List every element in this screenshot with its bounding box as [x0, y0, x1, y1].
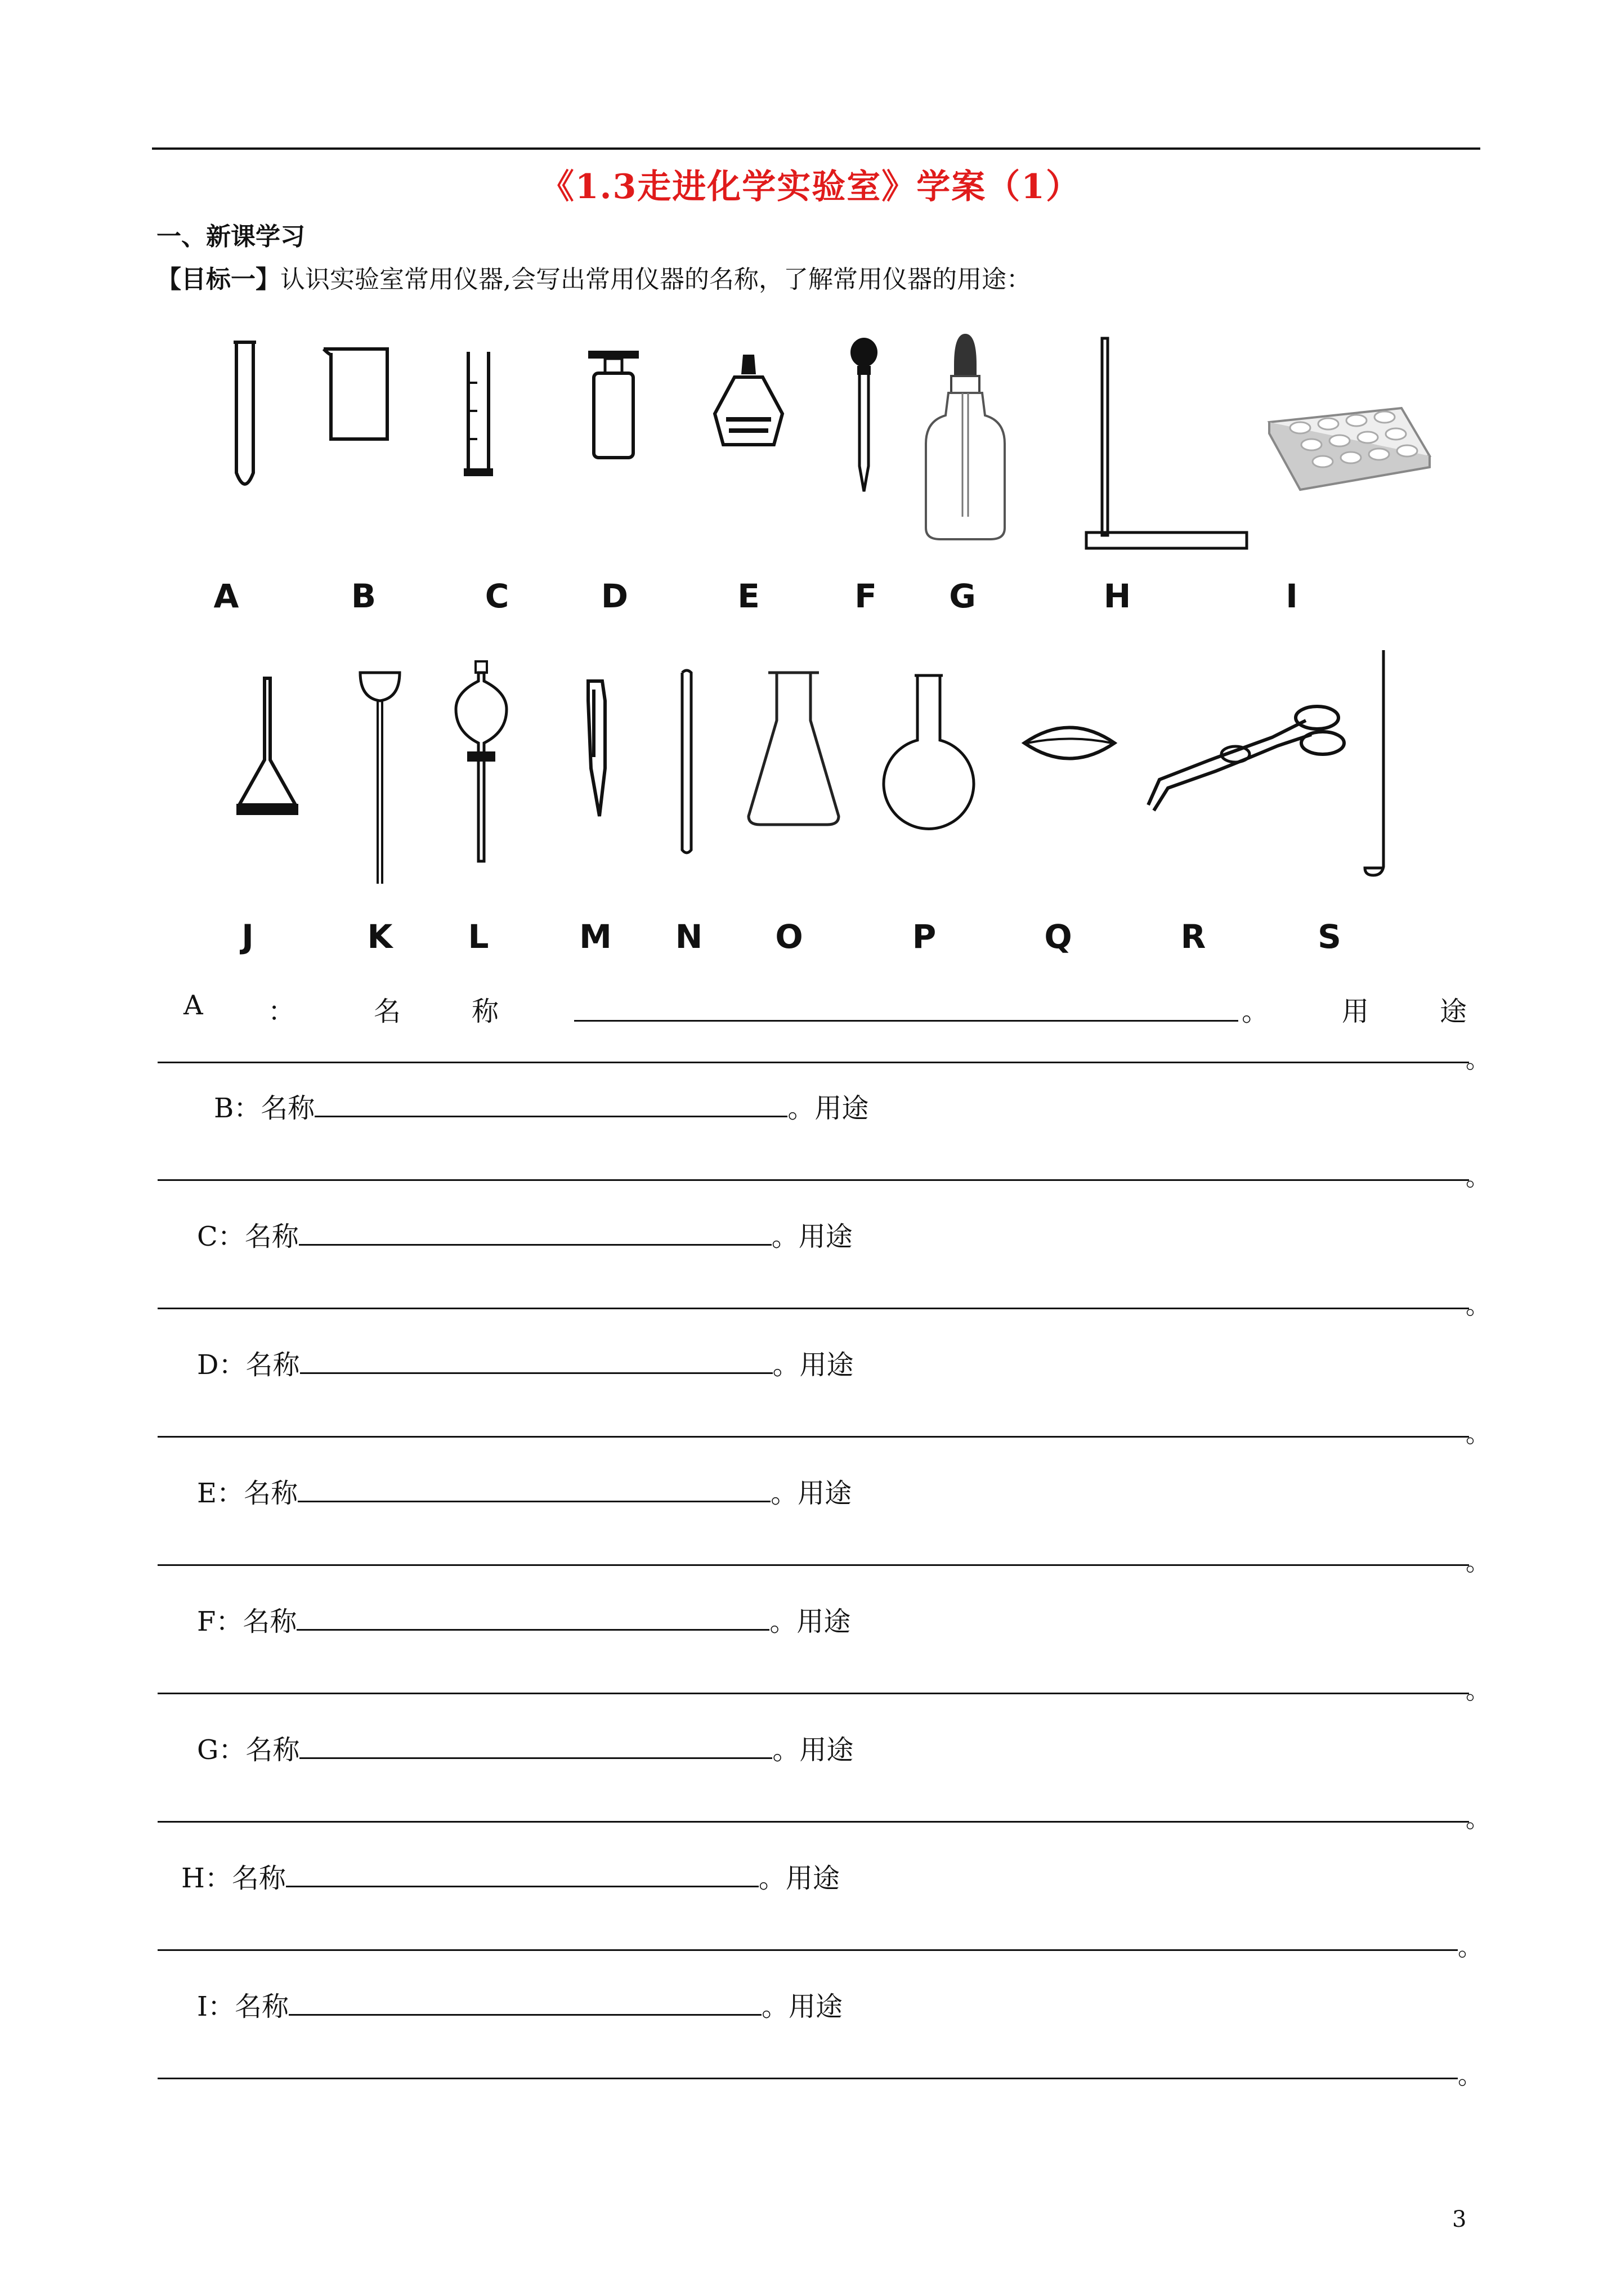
instrument-letter: R	[1180, 917, 1206, 956]
long-neck-funnel-drawing	[357, 667, 402, 887]
item-c-end-mark: 。	[1466, 1291, 1490, 1320]
instrument-letter: G	[949, 577, 976, 615]
item-name-label: 名称	[244, 1221, 299, 1252]
item-b-name-field[interactable]	[315, 1091, 787, 1117]
item-a-use-label: 用途	[1342, 996, 1538, 1027]
item-name-label: 名称	[245, 1734, 300, 1766]
item-use-label: 用途	[798, 1221, 853, 1252]
item-use-label: 用途	[796, 1606, 851, 1637]
page-title: 《1.3走进化学实验室》学案（1）	[540, 167, 1081, 207]
funnel-drawing	[234, 675, 301, 822]
item-letter: I	[197, 1991, 208, 2022]
item-h-row	[181, 1856, 840, 1895]
item-d-use-field[interactable]	[158, 1436, 1469, 1438]
item-letter: G	[197, 1734, 219, 1766]
beaker-drawing	[321, 343, 394, 445]
instrument-letter: C	[485, 577, 509, 615]
item-i-row	[197, 1985, 843, 2024]
item-e-row	[197, 1471, 852, 1510]
spot-plate-drawing	[1266, 405, 1435, 490]
item-f-row	[197, 1600, 850, 1639]
item-letter: H	[181, 1863, 205, 1894]
item-e-use-field[interactable]	[158, 1564, 1469, 1566]
item-colon: ：	[216, 1606, 243, 1637]
instrument-letter: H	[1103, 577, 1131, 615]
item-g-use-field[interactable]	[158, 1821, 1469, 1823]
item-e-end-mark: 。	[1466, 1548, 1490, 1577]
item-e-name-field[interactable]	[298, 1476, 771, 1502]
instrument-letter: J	[241, 917, 254, 956]
item-h-name-field[interactable]	[286, 1861, 759, 1887]
item-period: 。	[787, 1093, 815, 1124]
item-h-end-mark: 。	[1458, 1933, 1483, 1962]
item-a-name-field[interactable]	[574, 995, 1238, 1022]
item-colon: ：	[218, 1349, 246, 1381]
item-c-row	[197, 1215, 853, 1254]
item-name-label: 名称	[234, 1991, 289, 2022]
item-h-use-field[interactable]	[158, 1949, 1458, 1951]
item-use-label: 用途	[798, 1478, 852, 1509]
dropper-drawing	[847, 337, 881, 494]
item-a-period: 。	[1242, 996, 1269, 1027]
item-d-row	[197, 1343, 854, 1382]
item-letter: B	[214, 1093, 234, 1124]
item-g-row	[197, 1728, 853, 1767]
item-c-use-field[interactable]	[158, 1308, 1469, 1309]
item-a-end-mark: 。	[1466, 1045, 1490, 1074]
round-bottom-flask-drawing	[881, 673, 977, 825]
item-letter: D	[197, 1349, 219, 1381]
conical-flask-drawing	[746, 670, 841, 827]
graduated-cylinder-drawing	[462, 349, 495, 478]
dropper-bottle-drawing	[923, 331, 1007, 545]
glass-rod-drawing	[675, 670, 698, 856]
item-letter: F	[197, 1606, 216, 1637]
item-g-name-field[interactable]	[299, 1733, 772, 1759]
item-use-label: 用途	[785, 1863, 840, 1894]
instrument-letter: A	[213, 577, 239, 615]
item-colon: ：	[217, 1221, 245, 1252]
separatory-funnel-drawing	[453, 659, 509, 867]
item-f-end-mark: 。	[1466, 1676, 1490, 1705]
objective-text	[156, 259, 1031, 295]
instrument-letter: N	[675, 917, 703, 956]
item-b-end-mark: 。	[1466, 1163, 1490, 1192]
instrument-letter: O	[775, 917, 803, 956]
instrument-letter: I	[1286, 577, 1298, 615]
item-period: 。	[772, 1349, 800, 1381]
test-tube-clamp-drawing	[580, 678, 614, 819]
item-letter: C	[197, 1221, 218, 1252]
item-f-use-field[interactable]	[158, 1693, 1469, 1694]
objective-tag: 【目标一】	[156, 265, 280, 294]
item-use-label: 用途	[814, 1093, 869, 1124]
alcohol-lamp-drawing	[712, 352, 785, 447]
item-period: 。	[772, 1734, 800, 1766]
item-a-colon: ：	[268, 996, 295, 1027]
objective-body: 认识实验室常用仪器,会写出常用仪器的名称，了解常用仪器的用途：	[280, 265, 1031, 294]
instrument-letter: F	[854, 577, 877, 615]
header-rule	[152, 147, 1480, 150]
item-b-row	[214, 1086, 868, 1125]
item-name-label: 名称	[231, 1863, 286, 1894]
item-colon: ：	[204, 1863, 232, 1894]
crucible-tongs-drawing	[1143, 704, 1345, 816]
test-tube-drawing	[225, 338, 265, 495]
item-d-end-mark: 。	[1466, 1420, 1490, 1448]
instrument-letter: D	[601, 577, 629, 615]
combustion-spoon-drawing	[1351, 647, 1401, 884]
item-name-label: 名称	[244, 1478, 298, 1509]
evaporating-dish-drawing	[1022, 718, 1117, 768]
item-colon: ：	[217, 1478, 244, 1509]
item-name-label: 名称	[243, 1606, 297, 1637]
item-letter: E	[197, 1478, 217, 1509]
item-c-name-field[interactable]	[299, 1219, 772, 1246]
item-period: 。	[762, 1991, 789, 2022]
item-use-label: 用途	[799, 1349, 854, 1381]
page-number: 3	[1452, 2207, 1467, 2232]
instrument-letter: M	[579, 917, 612, 956]
item-colon: ：	[234, 1093, 261, 1124]
item-b-use-field[interactable]	[158, 1179, 1469, 1181]
reagent-bottle-drawing	[585, 348, 642, 460]
item-name-label: 名称	[261, 1093, 315, 1124]
item-period: 。	[771, 1221, 799, 1252]
instrument-letter: K	[367, 917, 393, 956]
item-period: 。	[758, 1863, 786, 1894]
item-a-use-field[interactable]	[158, 1062, 1469, 1063]
item-i-name-field[interactable]	[289, 1989, 762, 2016]
iron-stand-drawing	[1081, 335, 1250, 555]
item-use-label: 用途	[789, 1991, 843, 2022]
instrument-letter: P	[912, 917, 937, 956]
instrument-letter: Q	[1044, 917, 1072, 956]
item-i-end-mark: 。	[1458, 2061, 1483, 2090]
section-heading: 一、新课学习	[156, 222, 305, 251]
item-colon: ：	[218, 1734, 246, 1766]
item-period: 。	[769, 1606, 797, 1637]
item-a-name-label: 名称	[374, 996, 570, 1027]
item-colon: ：	[207, 1991, 235, 2022]
item-use-label: 用途	[799, 1734, 854, 1766]
instrument-letter: E	[737, 577, 760, 615]
item-a-letter: A	[183, 990, 203, 1021]
item-g-end-mark: 。	[1466, 1805, 1490, 1833]
instrument-letter: L	[468, 917, 489, 956]
item-period: 。	[771, 1478, 798, 1509]
item-d-name-field[interactable]	[300, 1348, 773, 1374]
item-name-label: 名称	[245, 1349, 300, 1381]
instrument-letter: B	[351, 577, 377, 615]
item-f-name-field[interactable]	[297, 1604, 769, 1631]
item-i-use-field[interactable]	[158, 2078, 1458, 2079]
instrument-letter: S	[1318, 917, 1341, 956]
